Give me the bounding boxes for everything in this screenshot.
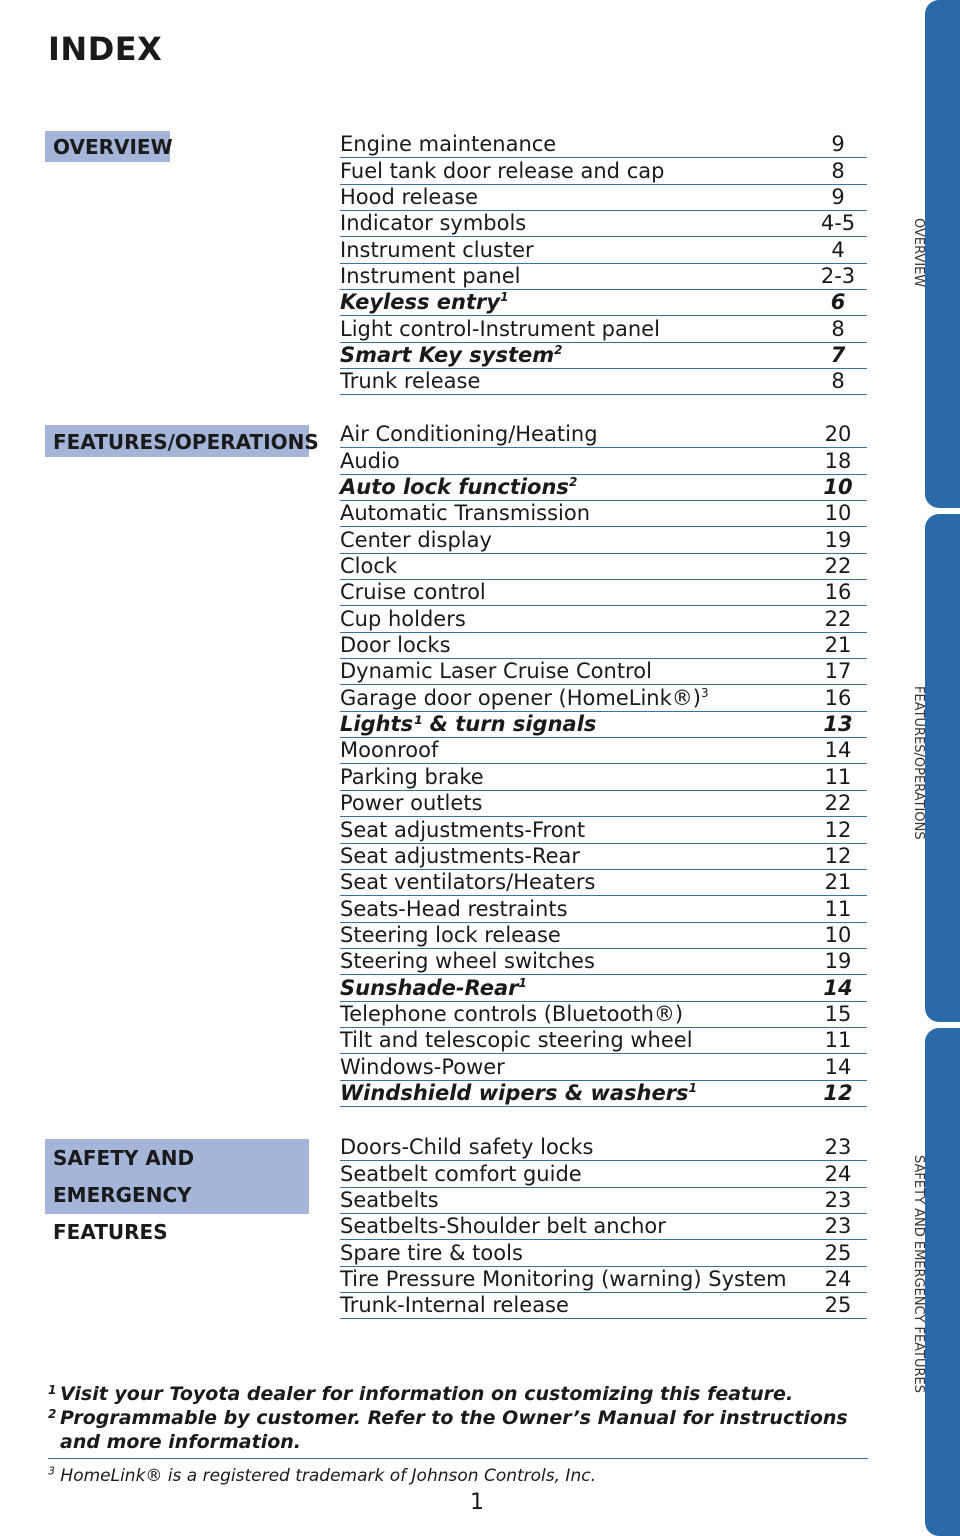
index-entry xyxy=(340,764,867,790)
index-entry xyxy=(340,1054,867,1080)
index-entry-name-text: Indicator symbols xyxy=(340,211,527,236)
index-entry-name xyxy=(340,422,598,447)
index-entry xyxy=(340,844,867,870)
index-entry-name-text: Telephone controls (Bluetooth®) xyxy=(340,1001,684,1026)
index-entry xyxy=(340,264,867,290)
index-entry-page: 10 xyxy=(823,475,853,500)
index-entry-name-text: Clock xyxy=(340,554,398,579)
index-entry-name xyxy=(340,528,492,553)
index-entry-footnote-mark: 2 xyxy=(568,475,578,490)
index-entry xyxy=(340,685,867,711)
index-entry-page: 2-3 xyxy=(820,264,856,289)
index-entry-page: 23 xyxy=(824,1188,852,1213)
index-entry xyxy=(340,1002,867,1028)
footnote-1: 1 Visit your Toyota dealer for information on customizing this feature. xyxy=(48,1383,794,1405)
index-entry-name-text: Dynamic Laser Cruise Control xyxy=(340,659,652,684)
index-entry-name xyxy=(340,870,596,895)
index-entry xyxy=(340,738,867,764)
footnote-3: $^3$ HomeLink® is a registered trademark of Johnson Controls, Inc. xyxy=(48,1464,596,1486)
safety-entries xyxy=(340,1135,867,1319)
index-entry-page: 11 xyxy=(824,896,852,921)
index-entry xyxy=(340,1188,867,1214)
index-entry-name xyxy=(340,1162,582,1187)
index-entry xyxy=(340,1214,867,1240)
index-entry-name-text: Lights¹ & turn signals xyxy=(340,712,597,737)
index-entry-name xyxy=(340,343,562,368)
index-entry-page: 20 xyxy=(824,422,852,447)
index-entry-page: 8 xyxy=(831,158,845,183)
index-entry-page: 16 xyxy=(824,580,852,605)
index-entry-page: 11 xyxy=(824,1028,852,1053)
index-entry-footnote-mark: 2 xyxy=(554,343,563,358)
index-entry xyxy=(340,158,867,184)
index-entry xyxy=(340,923,867,949)
section-label-overview: OVERVIEW xyxy=(45,131,170,162)
index-entry xyxy=(340,633,867,659)
index-entry-name-text: Doors-Child safety locks xyxy=(340,1135,594,1160)
section-label-safety-line2: EMERGENCY FEATURES xyxy=(53,1183,192,1244)
index-entry-name xyxy=(340,923,561,948)
page-title: INDEX xyxy=(48,30,163,68)
index-entry-name xyxy=(340,475,577,500)
index-entry-page: 4 xyxy=(831,237,845,262)
index-entry-name xyxy=(340,501,590,526)
index-entry-name-text: Seats-Head restraints xyxy=(340,896,568,921)
index-entry-page: 14 xyxy=(824,1054,852,1079)
index-entry-page: 25 xyxy=(824,1293,852,1318)
index-entry xyxy=(340,580,867,606)
page-number: 1 xyxy=(470,1490,484,1515)
index-entry-name-text: Center display xyxy=(340,527,492,552)
index-entry-page: 10 xyxy=(824,501,852,526)
section-label-safety-line1: SAFETY AND xyxy=(53,1146,195,1170)
index-entry-name xyxy=(340,1267,787,1292)
index-entry-name-text: Parking brake xyxy=(340,764,484,789)
index-entry-name-text: Seatbelts xyxy=(340,1188,439,1213)
index-entry-name xyxy=(340,818,585,843)
index-entry-name xyxy=(340,659,652,684)
index-entry-name-text: Instrument cluster xyxy=(340,237,534,262)
index-entry-name xyxy=(340,554,397,579)
index-entry xyxy=(340,290,867,316)
index-entry-name xyxy=(340,369,480,394)
index-entry-name-text: Tilt and telescopic steering wheel xyxy=(340,1028,693,1053)
index-entry-name-text: Seat ventilators/Heaters xyxy=(340,870,596,895)
index-entry-name xyxy=(340,290,508,315)
index-entry-name-text: Cruise control xyxy=(340,580,486,605)
index-entry-name xyxy=(340,185,478,210)
index-entry xyxy=(340,132,867,158)
index-entry-page: 15 xyxy=(824,1001,852,1026)
index-entry xyxy=(340,659,867,685)
index-entry-name xyxy=(340,1188,439,1213)
index-entry xyxy=(340,1135,867,1161)
side-tabs xyxy=(925,0,960,1536)
index-entry-name xyxy=(340,1028,693,1053)
index-entry-name-text: Instrument panel xyxy=(340,264,521,289)
tab-label-features: FEATURES/OPERATIONS xyxy=(911,686,926,840)
index-entry-name-text: Hood release xyxy=(340,185,479,210)
index-entry-name-text: Moonroof xyxy=(340,738,439,763)
index-entry xyxy=(340,791,867,817)
index-entry-page: 22 xyxy=(824,606,852,631)
index-entry-name xyxy=(340,264,520,289)
index-entry-name-text: Sunshade-Rear xyxy=(340,975,519,1000)
index-entry xyxy=(340,422,867,448)
index-entry-name-text: Seat adjustments-Rear xyxy=(340,843,581,868)
index-entry-name xyxy=(340,159,664,184)
index-entry-page: 8 xyxy=(831,316,845,341)
index-entry-name-text: Air Conditioning/Heating xyxy=(340,422,598,447)
index-entry-page: 9 xyxy=(831,132,845,157)
index-entry-page: 24 xyxy=(824,1267,852,1292)
index-entry xyxy=(340,316,867,342)
index-entry-name xyxy=(340,844,580,869)
index-entry-name-text: Seat adjustments-Front xyxy=(340,817,586,842)
index-entry-page: 22 xyxy=(824,791,852,816)
index-entry xyxy=(340,185,867,211)
index-entry-name xyxy=(340,738,438,763)
index-entry-name xyxy=(340,449,400,474)
index-entry-page: 12 xyxy=(824,843,852,868)
index-entry-name-text: Seatbelt comfort guide xyxy=(340,1161,582,1186)
index-entry xyxy=(340,1028,867,1054)
index-entry-name xyxy=(340,949,595,974)
index-entry-name xyxy=(340,712,596,737)
index-entry-name-text: Windshield wipers & washers xyxy=(340,1080,689,1105)
index-entry-name xyxy=(340,580,486,605)
index-entry-name xyxy=(340,1214,666,1239)
index-entry-footnote-mark: 1 xyxy=(518,975,527,990)
index-entry xyxy=(340,343,867,369)
index-entry xyxy=(340,1240,867,1266)
index-entry-name-text: Garage door opener (HomeLink®) xyxy=(340,685,701,710)
index-entry-page: 9 xyxy=(831,185,845,210)
section-label-features: FEATURES/OPERATIONS xyxy=(45,425,309,457)
section-label-safety xyxy=(45,1139,309,1244)
index-entry-name-text: Windows-Power xyxy=(340,1054,505,1079)
index-entry-page: 22 xyxy=(824,554,852,579)
index-entry-name-text: Audio xyxy=(340,448,400,473)
index-entry xyxy=(340,211,867,237)
index-entry-name xyxy=(340,132,556,157)
index-entry-page: 4-5 xyxy=(820,211,856,236)
tab-features[interactable] xyxy=(925,514,960,1022)
index-entry-name xyxy=(340,1241,523,1266)
index-entry-page: 24 xyxy=(824,1161,852,1186)
index-entry-page: 17 xyxy=(824,659,852,684)
tab-overview[interactable] xyxy=(925,0,960,508)
index-entry-footnote-mark: 3 xyxy=(700,685,709,700)
index-entry-name-text: Cup holders xyxy=(340,606,466,631)
index-entry-name-text: Steering wheel switches xyxy=(340,949,595,974)
index-entry-page: 13 xyxy=(823,712,853,737)
index-entry-name xyxy=(340,633,451,658)
index-entry xyxy=(340,949,867,975)
index-entry xyxy=(340,1081,867,1107)
index-entry-name xyxy=(340,791,483,816)
index-entry-page: 18 xyxy=(824,448,852,473)
index-entry-name-text: Seatbelts-Shoulder belt anchor xyxy=(340,1214,666,1239)
index-entry-page: 16 xyxy=(824,685,852,710)
index-entry-name xyxy=(340,686,709,711)
index-entry xyxy=(340,975,867,1001)
index-entry-name-text: Power outlets xyxy=(340,791,483,816)
index-entry-name-text: Tire Pressure Monitoring (warning) System xyxy=(340,1267,787,1292)
index-entry-name-text: Light control-Instrument panel xyxy=(340,316,660,341)
index-entry xyxy=(340,237,867,263)
index-entry-name xyxy=(340,211,526,236)
index-entry xyxy=(340,712,867,738)
tab-label-safety: SAFETY AND EMERGENCY FEATURES xyxy=(911,1155,926,1393)
index-entry-name-text: Trunk-Internal release xyxy=(340,1293,569,1318)
index-entry-name-text: Auto lock functions xyxy=(340,475,569,500)
index-entry-name xyxy=(340,976,527,1001)
index-entry-name-text: Smart Key system xyxy=(340,343,555,368)
tab-label-overview: OVERVIEW xyxy=(911,218,926,288)
index-entry-footnote-mark: 1 xyxy=(688,1080,697,1095)
index-entry-page: 12 xyxy=(824,817,852,842)
index-entry-name-text: Door locks xyxy=(340,633,451,658)
index-entry-name-text: Fuel tank door release and cap xyxy=(340,158,665,183)
index-entry-name xyxy=(340,1135,593,1160)
index-entry-page: 14 xyxy=(824,738,852,763)
footnote-divider xyxy=(48,1458,868,1459)
footnote-2: 2 Programmable by customer. Refer to the Owner’s Manual for instructions and more information. xyxy=(48,1407,848,1453)
index-entry xyxy=(340,554,867,580)
index-entry xyxy=(340,896,867,922)
index-entry-name xyxy=(340,1002,683,1027)
index-entry xyxy=(340,501,867,527)
index-entry xyxy=(340,448,867,474)
index-entry-name-text: Automatic Transmission xyxy=(340,501,591,526)
index-entry-page: 10 xyxy=(824,922,852,947)
index-entry-name xyxy=(340,238,534,263)
index-entry xyxy=(340,527,867,553)
index-entry xyxy=(340,475,867,501)
index-entry xyxy=(340,1267,867,1293)
index-entry-name-text: Keyless entry xyxy=(340,290,501,315)
index-entry-page: 23 xyxy=(824,1214,852,1239)
index-entry-page: 19 xyxy=(824,527,852,552)
index-entry-name-text: Steering lock release xyxy=(340,922,561,947)
index-entry-name-text: Spare tire & tools xyxy=(340,1240,523,1265)
index-entry-page: 25 xyxy=(824,1240,852,1265)
index-entry-page: 21 xyxy=(824,870,852,895)
index-entry-page: 23 xyxy=(824,1135,852,1160)
features-entries xyxy=(340,422,867,1107)
footnotes xyxy=(48,1382,868,1454)
index-entry-name xyxy=(340,1055,505,1080)
index-entry xyxy=(340,369,867,395)
index-entry-page: 12 xyxy=(823,1080,853,1105)
index-entry-name xyxy=(340,1293,569,1318)
index-entry xyxy=(340,606,867,632)
overview-entries xyxy=(340,132,867,395)
index-entry-footnote-mark: 1 xyxy=(500,290,509,305)
index-entry-page: 7 xyxy=(830,343,846,368)
tab-safety[interactable] xyxy=(925,1028,960,1536)
index-entry xyxy=(340,1293,867,1319)
index-entry-page: 19 xyxy=(824,949,852,974)
index-entry-name xyxy=(340,897,568,922)
index-entry-name xyxy=(340,1081,697,1106)
index-entry-name xyxy=(340,607,466,632)
index-entry-page: 21 xyxy=(824,633,852,658)
index-entry xyxy=(340,1161,867,1187)
index-entry xyxy=(340,817,867,843)
index-entry-page: 14 xyxy=(823,975,853,1000)
index-entry-page: 6 xyxy=(830,290,846,315)
index-entry-name xyxy=(340,765,484,790)
index-entry-name xyxy=(340,317,660,342)
index-entry-page: 8 xyxy=(831,369,845,394)
index-entry xyxy=(340,870,867,896)
index-entry-page: 11 xyxy=(824,764,852,789)
index-entry-name-text: Trunk release xyxy=(340,369,481,394)
index-entry-name-text: Engine maintenance xyxy=(340,132,557,157)
